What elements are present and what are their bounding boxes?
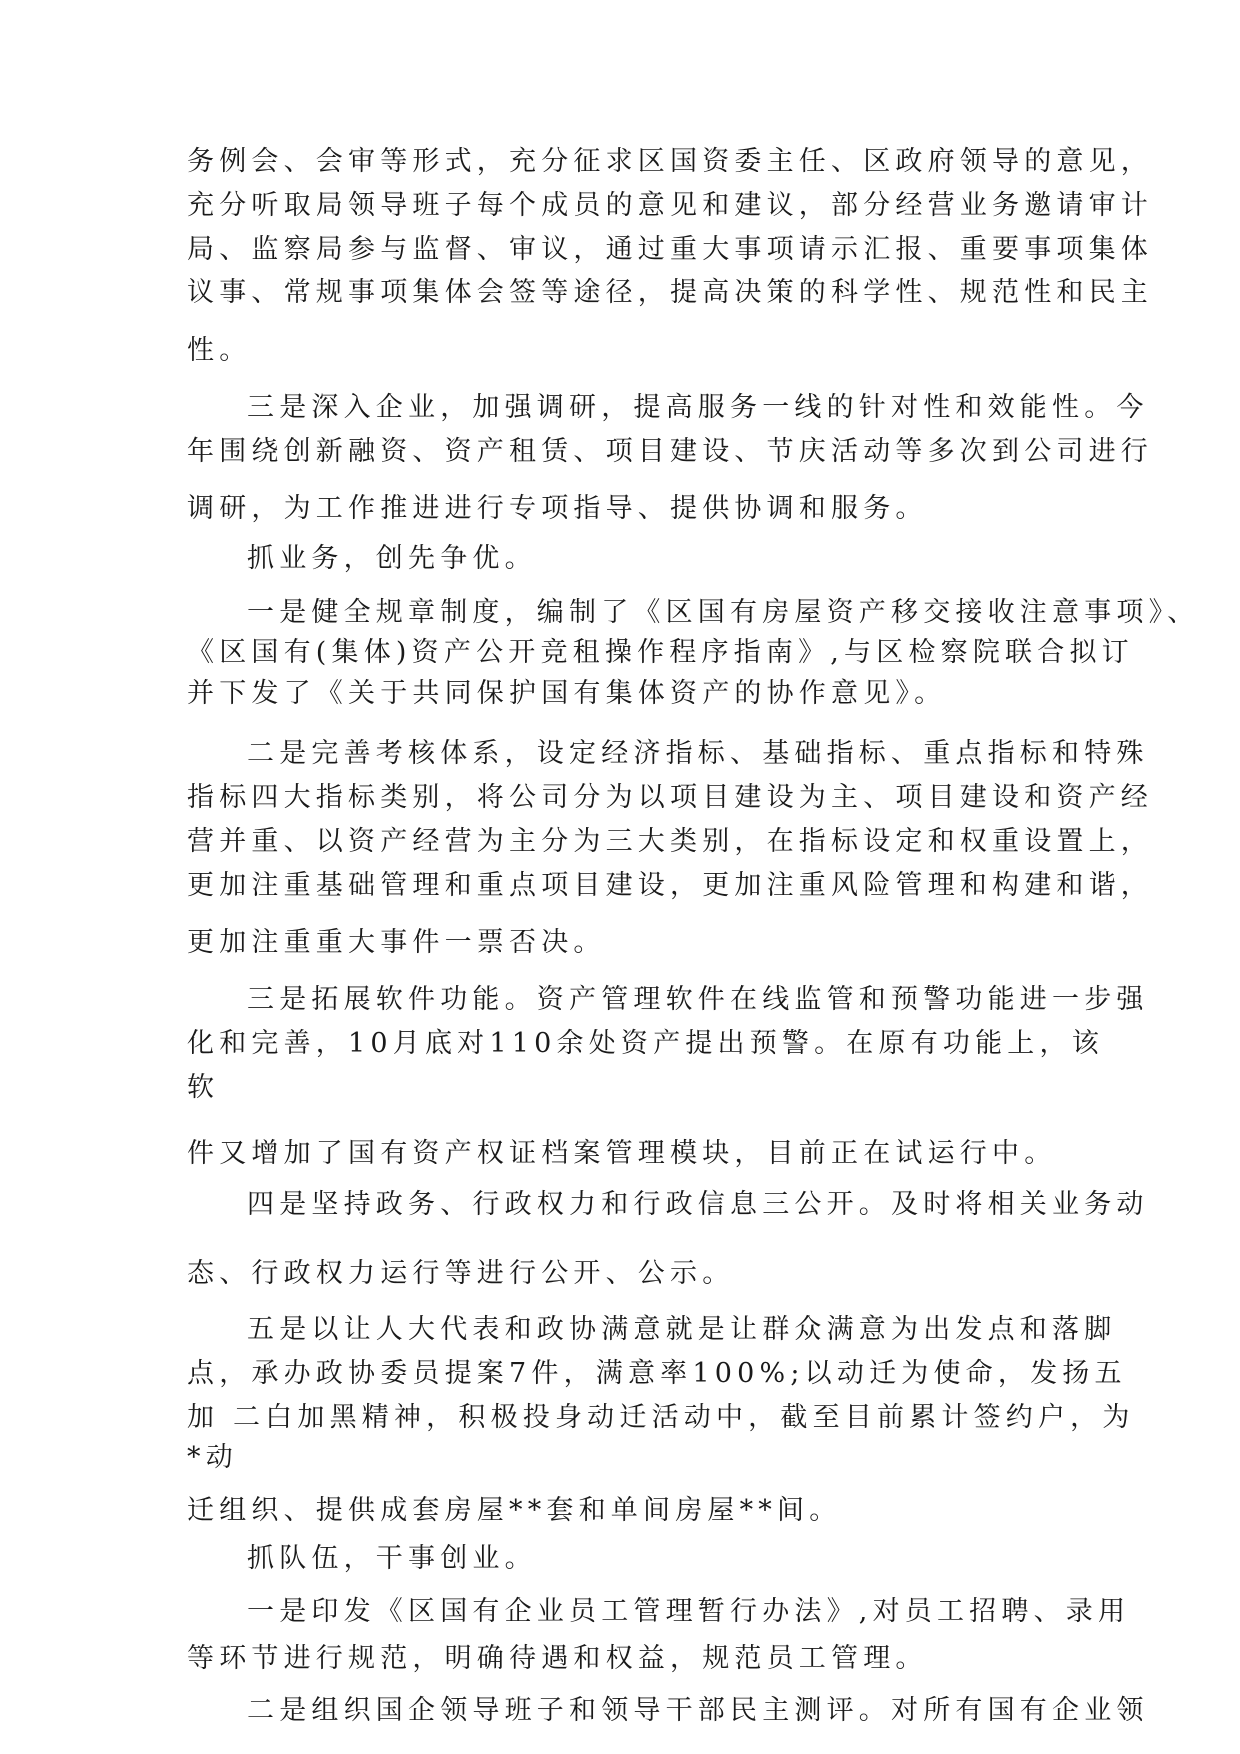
paragraph-line: 年围绕创新融资、资产租赁、项目建设、节庆活动等多次到公司进行 bbox=[187, 436, 1153, 467]
paragraph-line: 议事、常规事项集体会签等途径，提高决策的科学性、规范性和民主 bbox=[187, 277, 1153, 308]
paragraph-line: 加 二白加黑精神，积极投身动迁活动中，截至目前累计签约户，为 bbox=[187, 1402, 1135, 1433]
paragraph-line: 《区国有(集体)资产公开竞租操作程序指南》,与区检察院联合拟订 bbox=[187, 637, 1134, 668]
paragraph-line: 二是完善考核体系，设定经济指标、基础指标、重点指标和特殊 bbox=[247, 738, 1149, 769]
section-heading: 抓队伍，干事创业。 bbox=[247, 1543, 537, 1574]
paragraph-line: 局、监察局参与监督、审议，通过重大事项请示汇报、重要事项集体 bbox=[187, 234, 1153, 265]
paragraph-line: 点，承办政协委员提案7件，满意率100%;以动迁为使命，发扬五 bbox=[187, 1358, 1127, 1389]
paragraph-line: *动 bbox=[187, 1442, 238, 1473]
paragraph-line: 二是组织国企领导班子和领导干部民主测评。对所有国有企业领 bbox=[247, 1695, 1149, 1726]
paragraph-line: 一是健全规章制度，编制了《区国有房屋资产移交接收注意事项》、 bbox=[247, 597, 1200, 628]
paragraph-line: 充分听取局领导班子每个成员的意见和建议，部分经营业务邀请审计 bbox=[187, 190, 1153, 221]
paragraph-line: 态、行政权力运行等进行公开、公示。 bbox=[187, 1258, 735, 1289]
paragraph-line: 一是印发《区国有企业员工管理暂行办法》,对员工招聘、录用 bbox=[247, 1596, 1131, 1627]
paragraph-line: 化和完善，10月底对110余处资产提出预警。在原有功能上，该 bbox=[187, 1028, 1104, 1059]
paragraph-line: 件又增加了国有资产权证档案管理模块，目前正在试运行中。 bbox=[187, 1138, 1057, 1169]
paragraph-line: 迁组织、提供成套房屋**套和单间房屋**间。 bbox=[187, 1495, 842, 1526]
paragraph-line: 软 bbox=[187, 1072, 220, 1103]
section-heading: 抓业务，创先争优。 bbox=[247, 543, 537, 574]
paragraph-line: 更加注重基础管理和重点项目建设，更加注重风险管理和构建和谐， bbox=[187, 870, 1153, 901]
paragraph-line: 性。 bbox=[187, 335, 252, 366]
paragraph-line: 四是坚持政务、行政权力和行政信息三公开。及时将相关业务动 bbox=[247, 1189, 1149, 1220]
paragraph-line: 调研，为工作推进进行专项指导、提供协调和服务。 bbox=[187, 493, 928, 524]
paragraph-line: 指标四大指标类别，将公司分为以项目建设为主、项目建设和资产经 bbox=[187, 782, 1153, 813]
paragraph-line: 三是拓展软件功能。资产管理软件在线监管和预警功能进一步强 bbox=[247, 984, 1149, 1015]
paragraph-line: 等环节进行规范，明确待遇和权益，规范员工管理。 bbox=[187, 1643, 928, 1674]
paragraph-line: 更加注重重大事件一票否决。 bbox=[187, 927, 606, 958]
paragraph-line: 五是以让人大代表和政协满意就是让群众满意为出发点和落脚 bbox=[247, 1314, 1117, 1345]
paragraph-line: 营并重、以资产经营为主分为三大类别，在指标设定和权重设置上， bbox=[187, 826, 1153, 857]
paragraph-line: 三是深入企业，加强调研，提高服务一线的针对性和效能性。今 bbox=[247, 392, 1149, 423]
paragraph-line: 并下发了《关于共同保护国有集体资产的协作意见》。 bbox=[187, 678, 947, 709]
paragraph-line: 务例会、会审等形式，充分征求区国资委主任、区政府领导的意见， bbox=[187, 146, 1153, 177]
